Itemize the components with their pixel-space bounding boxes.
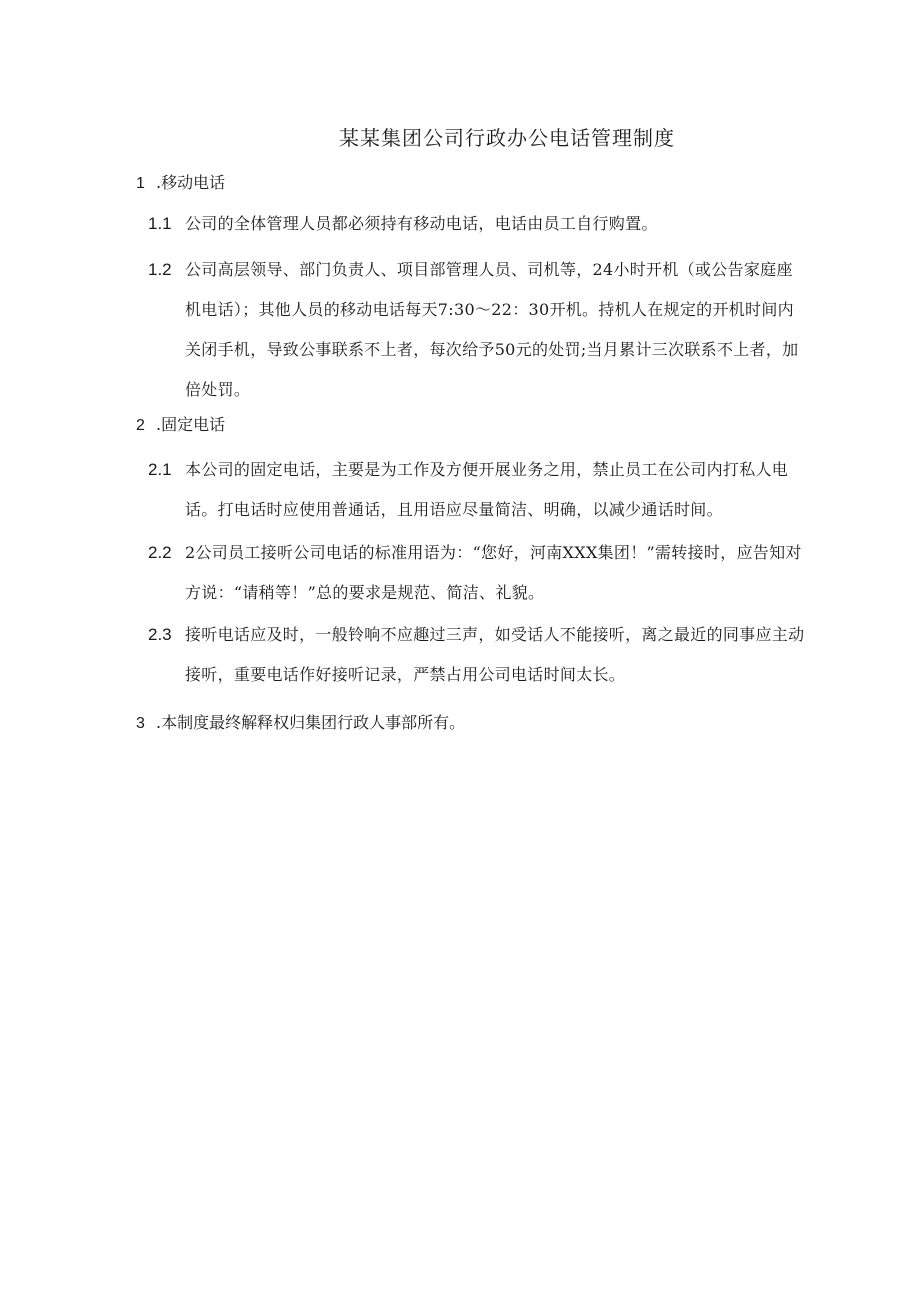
section-heading-text: .移动电话: [156, 173, 226, 192]
document-title: 某某集团公司行政办公电话管理制度: [339, 126, 675, 150]
section-number: 1: [136, 175, 145, 192]
section-heading-text: .固定电话: [156, 415, 226, 434]
section-number: 2: [136, 417, 145, 434]
item-text: 公司的全体管理人员都必须持有移动电话，电话由员工自行购置。: [185, 214, 658, 233]
list-item-1-1: [148, 204, 808, 244]
item-text: 2公司员工接听公司电话的标准用语为：“您好，河南XXX集团！”需转接时，应告知对方说：“请稍等！”总的要求是规范、简洁、礼貌。: [185, 543, 802, 602]
section-heading-text: .本制度最终解释权归集团行政人事部所有。: [156, 713, 466, 732]
list-item-2-2: [148, 533, 808, 613]
item-number: 1.1: [148, 214, 172, 233]
item-number: 2.1: [148, 460, 172, 479]
section-heading-2: [136, 413, 225, 438]
item-number: 1.2: [148, 260, 172, 279]
section-heading-3: [136, 711, 465, 736]
item-text: 公司高层领导、部门负责人、项目部管理人员、司机等，24小时开机（或公告家庭座机电话）；其他人员的移动电话每天7:30～22：30开机。持机人在规定的开机时间内关闭手机，导致公事联系不上者，每次给予50元的处罚;当月累计三次联系不上者，加倍处罚。: [185, 260, 799, 399]
section-number: 3: [136, 715, 145, 732]
item-number: 2.2: [148, 543, 172, 562]
item-text: 接听电话应及时，一般铃响不应趣过三声，如受话人不能接听，离之最近的同事应主动接听，重要电话作好接听记录，严禁占用公司电话时间太长。: [185, 625, 805, 684]
item-text: 本公司的固定电话，主要是为工作及方便开展业务之用，禁止员工在公司内打私人电话。打电话时应使用普通话，且用语应尽量简洁、明确，以减少通话时间。: [185, 460, 789, 519]
list-item-1-2: [148, 250, 808, 410]
item-number: 2.3: [148, 625, 172, 644]
list-item-2-3: [148, 615, 808, 695]
section-heading-1: [136, 171, 225, 196]
list-item-2-1: [148, 450, 808, 530]
